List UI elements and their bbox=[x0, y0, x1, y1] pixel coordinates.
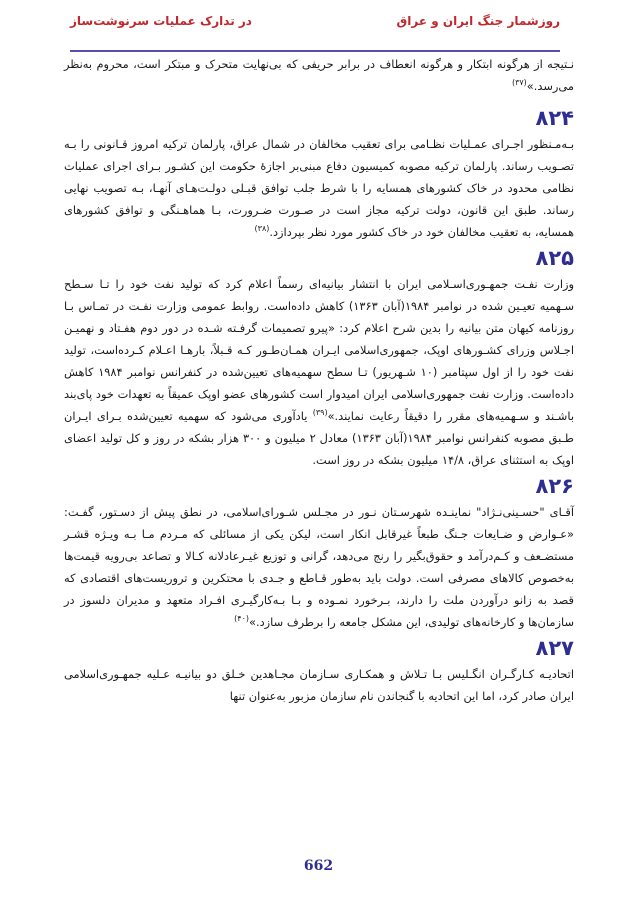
footnote-ref: (۳۷) bbox=[511, 78, 527, 88]
entry-text-827: اتحادیـه کـارگـران انگـلیس بـا تـلاش و همکـاری سـازمان مجـاهدین خـلق دو بیانیـه عـلیه جمهـوری‌اسلامی ایران صادر کرد، اما این اتحادیه با گنجاندن نام سازمان مزبور به‌عنوان تنها bbox=[64, 667, 574, 703]
footnote-ref: (۳۸) bbox=[254, 224, 270, 234]
footnote-ref: (۴۰) bbox=[234, 614, 250, 624]
entry-text-824: بـه‌مـنظور اجـرای عمـلیات نظـامی برای تعقیب مخالفان در شمال عراق، پارلمان ترکیه امروز قـانونی را بـه تصـویب رساند. پارلمان ترکیه مصوبه کمیسیون دفاع مبنی‌بر اجازهٔ حکومت این کشـور بـرای اجرای عملیات نظامی محدود در خاک کشورهای همسایه را با شرط جلب توافق قبـلی دولـت‌هـای آنهـا، بـه تصویب نهایی رساند. طبق این قانون، دولت ترکیه مجاز است در صـورت ضـرورت، بـا هماهـنگی و توافق کشورهای همسایه، به تعقیب مخالفان خود در خاک کشور مورد نظر بپردازد.$^{(۳۸)}$ bbox=[64, 137, 574, 239]
entry-number-827: ۸۲۷ bbox=[535, 636, 574, 660]
entry-text-825: وزارت نفـت جمهـوری‌اسـلامی ایران با انتشار بیانیه‌ای رسماً اعلام کرد که تولید نفت خود را تـا سـطح سـهمیه تعیـین شده در نوامبر ۱۹۸۴(آبان ۱۳۶۳) کاهش داده‌است. روابط عمومی وزارت نفـت در تمـاس بـا روزنامه کیهان متن بیانیه را بدین شرح اعلام کرد: «پیرو تصمیمات گرفـته شـده در دور دوم هفـتاد و نهمیـن اجـلاس وزرای کشـورهای اوپک، جمهوری‌اسلامی ایـران همـان‌طـور کـه قـبلاً، بارهـا اعـلام کـرده‌است، تولید نفت خود را از اول سپتامبر (۱۰ شـهریور) تـا سطح سهمیه‌های تعیین‌شده در کنفرانس نوامبر ۱۹۸۴ کاهش داده‌است. وزارت نفت جمهوری‌اسلامی ایران امیدوار است کشورهای عضو اوپک عمیقاً به تعهدات خود پای‌بند باشـند و سـهمیه‌های مقرر را دقیقاً رعایت نمایند.»$^{(۳۹)}$ یادآوری می‌شود که سهمیه تعیین‌شده بـرای ایـران طـبق مصوبه کنفرانس نوامبر ۱۹۸۴(آبان ۱۳۶۳) معادل ۲ میلیون و ۳۰۰ هزار بشکه در روز و کل تولید اعضای اوپک به استثنای عراق، ۱۴/۸ میلیون بشکه در روز است. bbox=[64, 277, 574, 467]
paragraph-continuation: نـتیجه از هرگونه ابتکار و هرگونه انعطاف در برابر حریفی که بی‌نهایت متحرک و مبتکر است، محروم به‌نظر می‌رسد.»$^{(۳۷)}$ bbox=[64, 57, 574, 93]
chapter-title: در تدارک عملیات سرنوشت‌ساز bbox=[70, 14, 252, 28]
footnote-ref: (۳۹) bbox=[312, 408, 328, 418]
entry-number-826: ۸۲۶ bbox=[535, 474, 574, 498]
book-title: روزشمار جنگ ایران و عراق bbox=[396, 14, 560, 28]
entry-number-825: ۸۲۵ bbox=[535, 246, 574, 270]
entry-number-824: ۸۲۴ bbox=[535, 106, 574, 130]
entry-text-826: آقـای "حسـینی‌نـژاد" نماینـده شهرسـتان نـور در مجـلس شـورای‌اسلامی، در نطق پیش از دسـتور، گفـت: «عـوارض و ضـایعات جـنگ طبعاً غیرقابل انکار است، لیکن یکی از مسائلی که مـردم مـا بـه ویـژه قشـر مستضـعف و کـم‌درآمد و حقوق‌بگیر را رنج می‌دهد، گرانی و توزیع غیـرعادلانه کـالا و تصاعد بی‌رویه قیمت‌ها به‌خصوص کالاهای مصرفی است. دولت باید به‌طور قـاطع و جـدی با محتکرین و تروریست‌های اقتصادی که قصد به زانو درآوردن ملت را دارند، بـرخورد نمـوده و بـا بـه‌کارگیـری افـراد متعهد و مدیران دلسوز در سازمان‌ها و کارخانه‌های تولیدی، این مشکل جامعه را برطرف سازد.»$^{(۴۰)}$ bbox=[64, 505, 574, 629]
page-header bbox=[70, 8, 560, 52]
page-body bbox=[64, 53, 574, 707]
page-number: 662 bbox=[303, 858, 334, 874]
